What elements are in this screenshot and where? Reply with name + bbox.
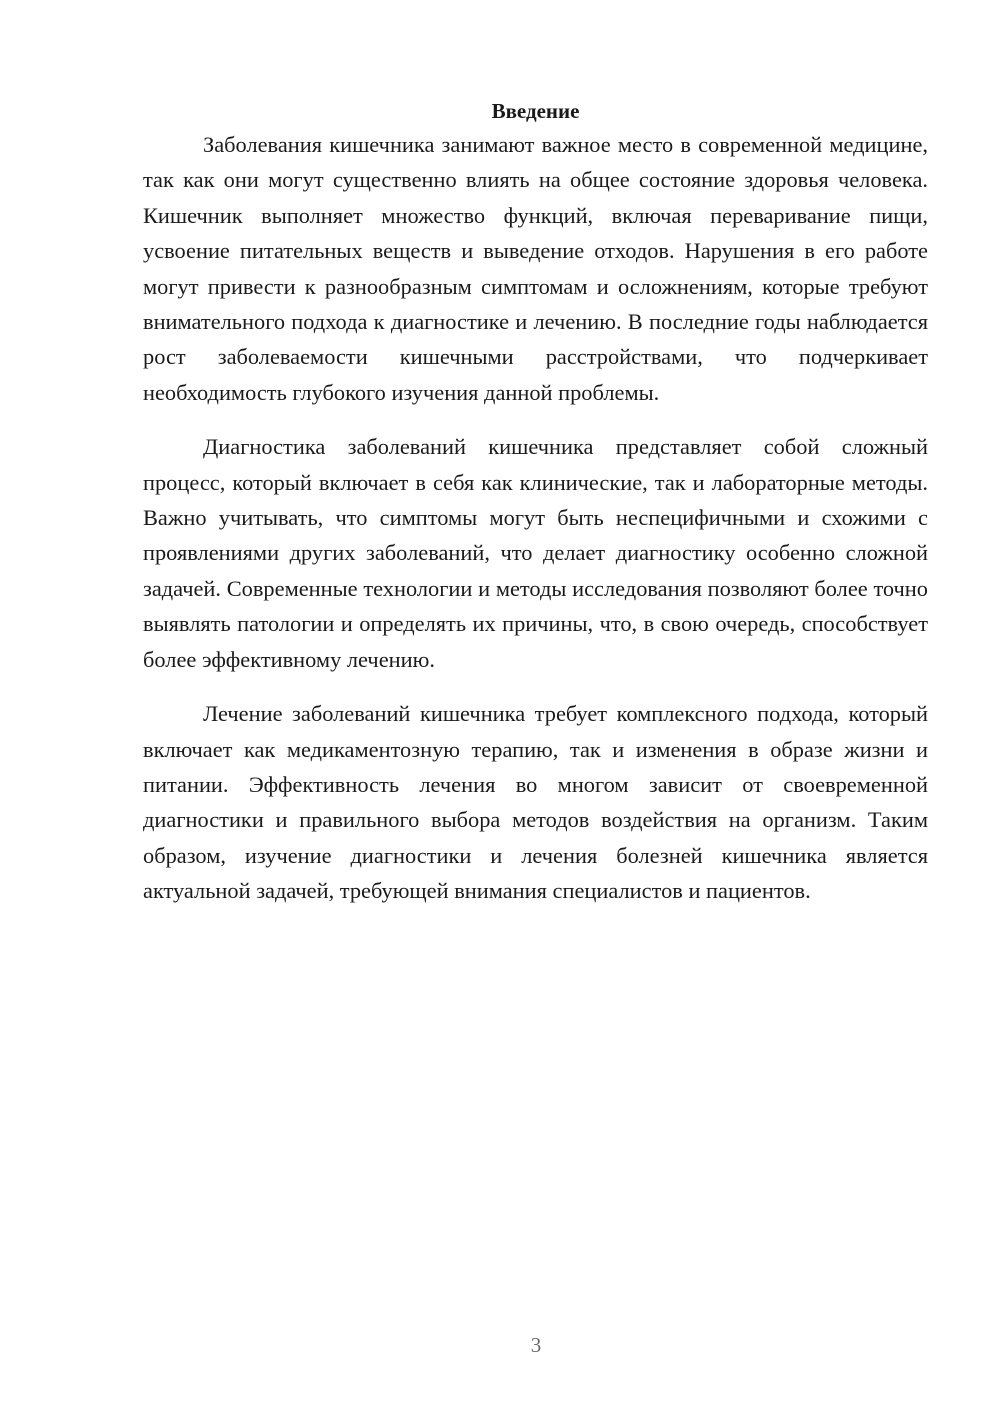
paragraph-2: Диагностика заболеваний кишечника представляет собой сложный процесс, который включает в себя как клинические, так и лабораторные методы. Важно учитывать, что симптомы могут быть неспецифичными и схожими с проявлениями других заболеваний, что делает диагностику особенно сложной задачей. Современные технологии и методы исследования позволяют более точно выявлять патологии и определять их причины, что, в свою очередь, способствует более эффективному лечению. <box>143 434 928 672</box>
page-content <box>143 95 928 909</box>
page-number: 3 <box>530 1333 542 1357</box>
paragraph-3: Лечение заболеваний кишечника требует комплексного подхода, который включает как медикаментозную терапию, так и изменения в образе жизни и питании. Эффективность лечения во многом зависит от своевременной диагностики и правильного выбора методов воздействия на организм. Таким образом, изучение диагностики и лечения болезней кишечника является актуальной задачей, требующей внимания специалистов и пациентов. <box>143 701 928 904</box>
section-heading: Введение <box>491 99 580 123</box>
paragraph-1: Заболевания кишечника занимают важное место в современной медицине, так как они могут существенно влиять на общее состояние здоровья человека. Кишечник выполняет множество функций, включая переваривание пищи, усвоение питательных веществ и выведение отходов. Нарушения в его работе могут привести к разнообразным симптомам и осложнениям, которые требуют внимательного подхода к диагностике и лечению. В последние годы наблюдается рост заболеваемости кишечными расстройствами, что подчеркивает необходимость глубокого изучения данной проблемы. <box>143 132 928 405</box>
